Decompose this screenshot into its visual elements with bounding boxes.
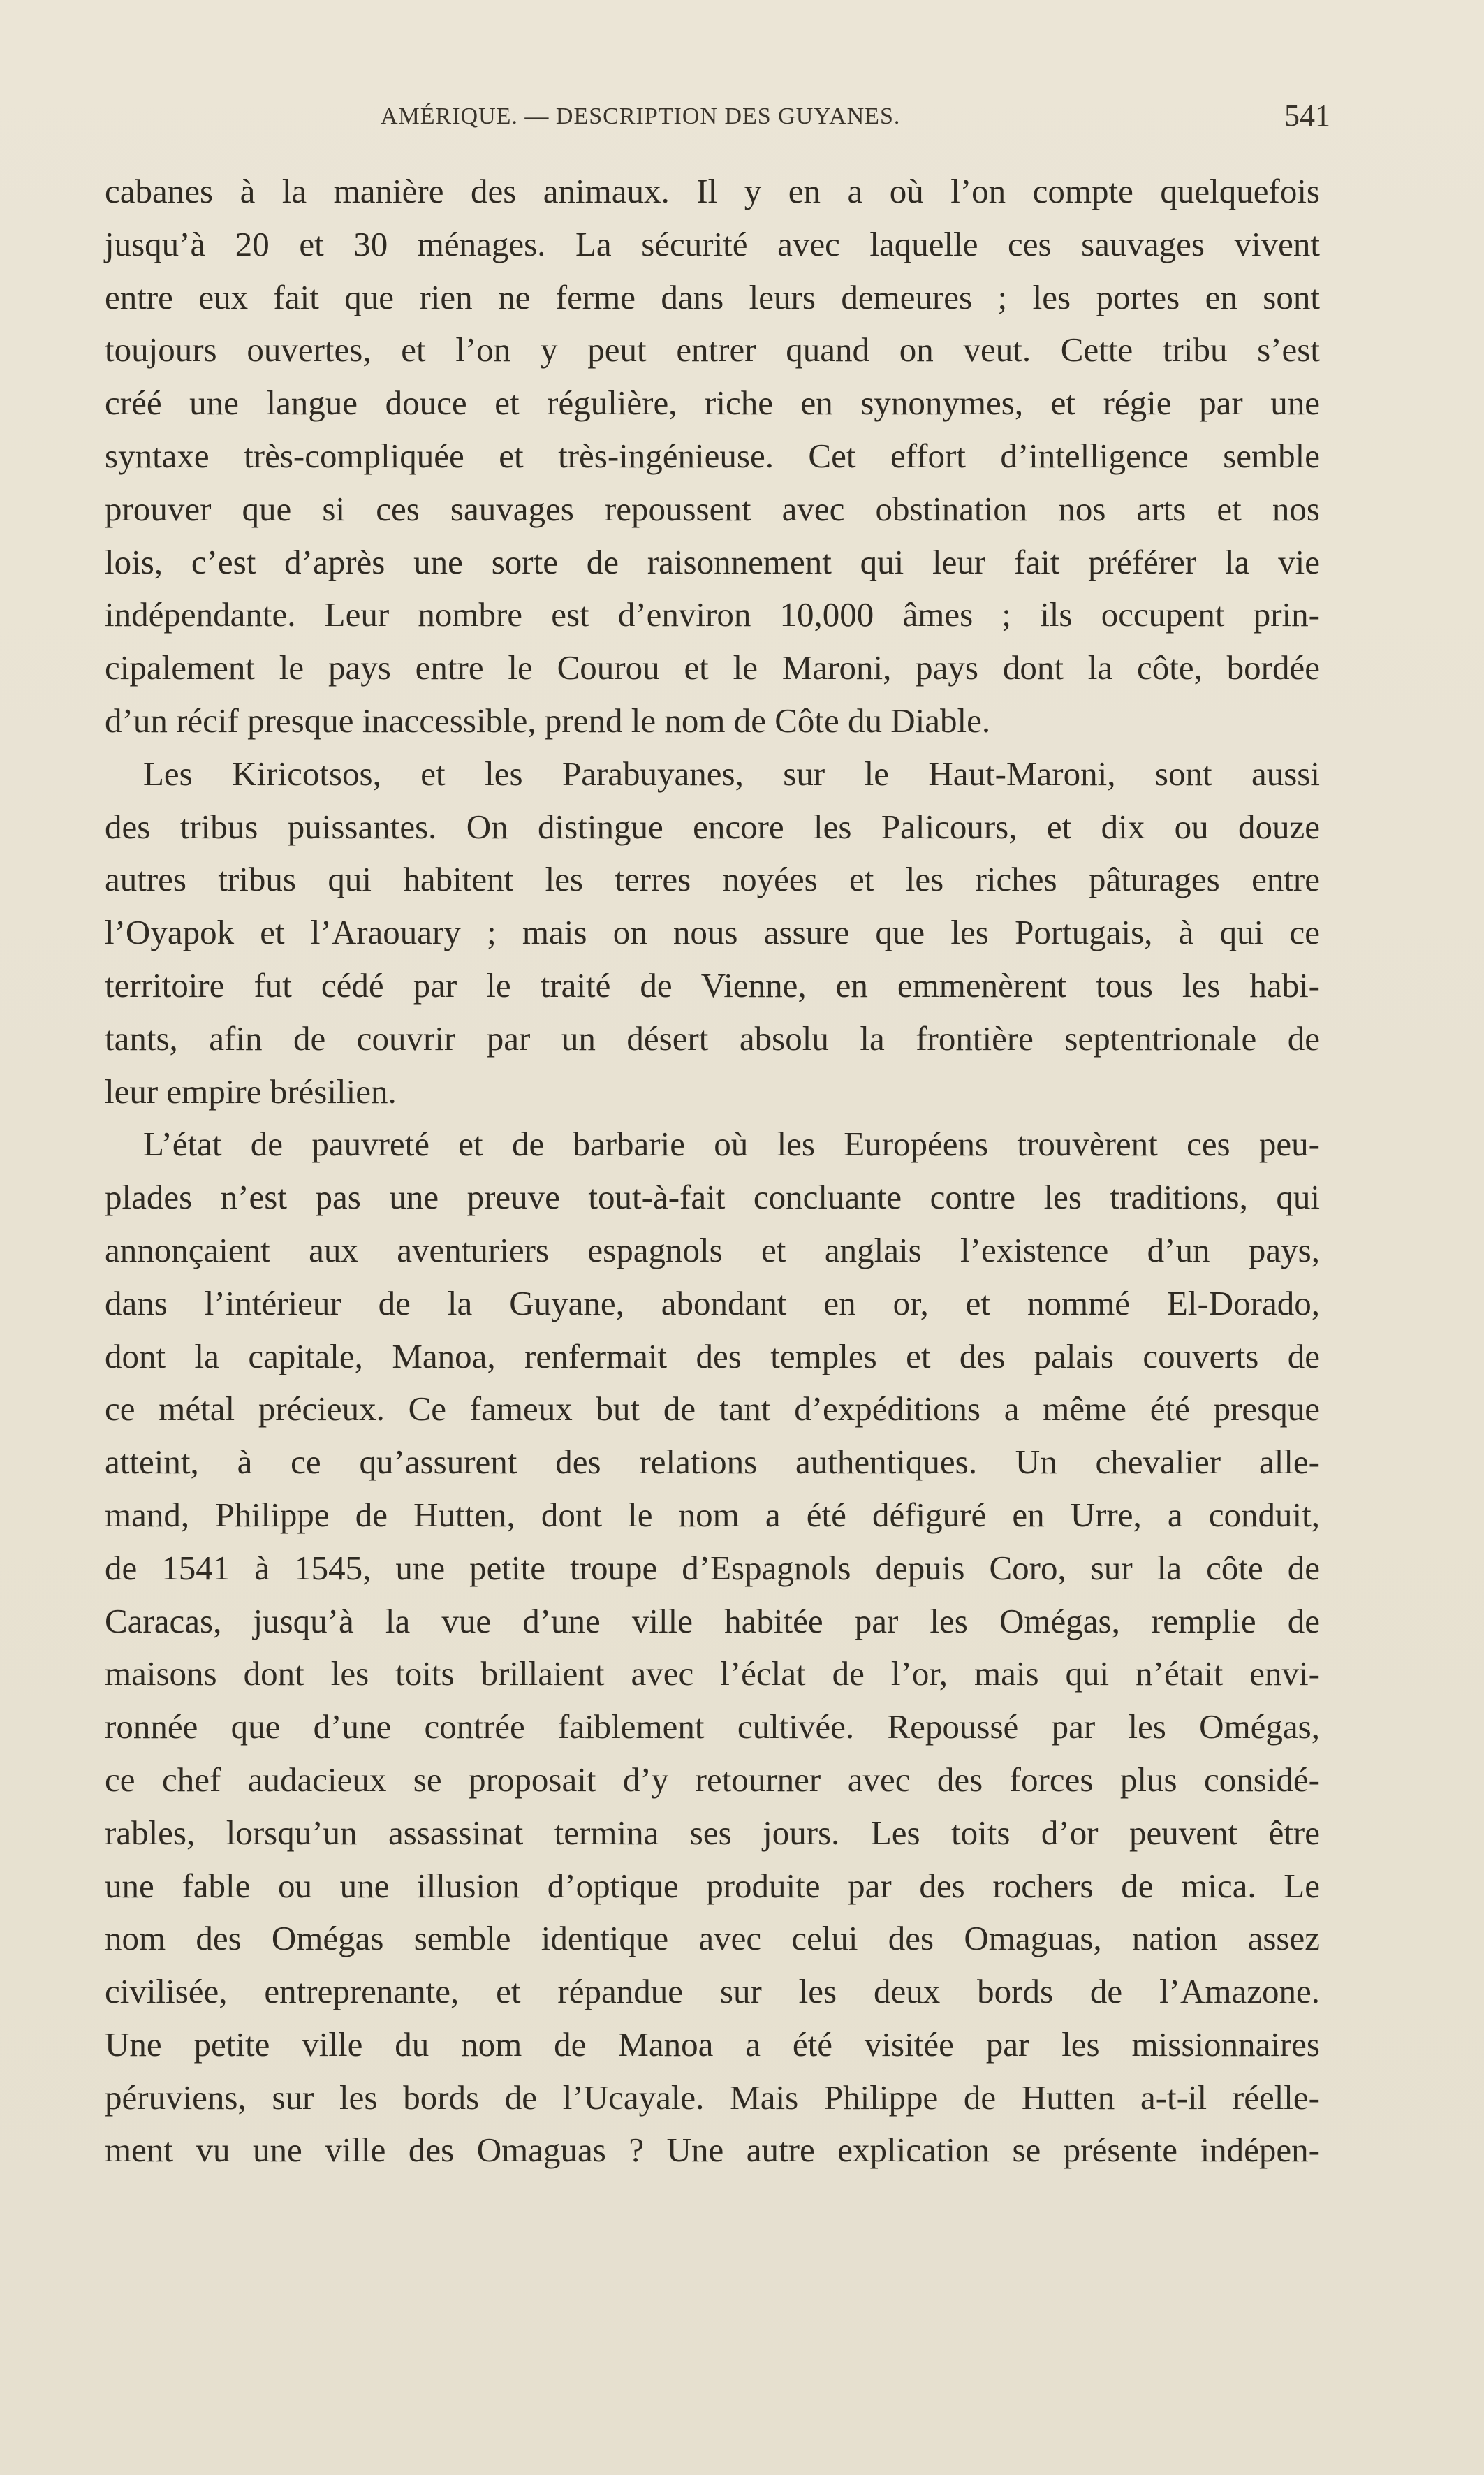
text-line: l’Oyapok et l’Araouary ; mais on nous assure que les Portugais, à qui ce [105, 913, 1320, 952]
text-line: mand, Philippe de Hutten, dont le nom a été défiguré en Urre, a conduit, [105, 1495, 1320, 1534]
paragraph-1 [105, 165, 1320, 747]
text-line: toujours ouvertes, et l’on y peut entrer quand on veut. Cette tribu s’est [105, 330, 1320, 370]
text-line: rables, lorsqu’un assassinat termina ses jours. Les toits d’or peuvent être [105, 1813, 1320, 1852]
text-line: civilisée, entreprenante, et répandue sur les deux bords de l’Amazone. [105, 1972, 1320, 2011]
text-line: annonçaient aux aventuriers espagnols et anglais l’existence d’un pays, [105, 1230, 1320, 1269]
text-line: ronnée que d’une contrée faiblement cultivée. Repoussé par les Omégas, [105, 1707, 1320, 1746]
text-line: ce métal précieux. Ce fameux but de tant d’expéditions a même été presque [105, 1389, 1320, 1429]
paragraph-2 [105, 747, 1320, 1118]
paragraph-3 [105, 1118, 1320, 2177]
text-line: indépendante. Leur nombre est d’environ 10,000 âmes ; ils occupent prin- [105, 595, 1320, 634]
text-line: L’état de pauvreté et de barbarie où les Européens trouvèrent ces peu- [143, 1125, 1320, 1164]
text-line: dont la capitale, Manoa, renfermait des temples et des palais couverts de [105, 1336, 1320, 1375]
text-line: de 1541 à 1545, une petite troupe d’Espagnols depuis Coro, sur la côte de [105, 1548, 1320, 1587]
text-line: plades n’est pas une preuve tout-à-fait concluante contre les traditions, qui [105, 1178, 1320, 1217]
text-line: prouver que si ces sauvages repoussent avec obstination nos arts et nos [105, 489, 1320, 528]
text-line: maisons dont les toits brillaient avec l’éclat de l’or, mais qui n’était envi- [105, 1654, 1320, 1693]
page-number: 541 [1284, 98, 1330, 133]
text-line: territoire fut cédé par le traité de Vienne, en emmenèrent tous les habi- [105, 965, 1320, 1005]
text-line: cabanes à la manière des animaux. Il y en a où l’on compte quelquefois [105, 172, 1320, 210]
page-body [105, 165, 1320, 2177]
text-line: jusqu’à 20 et 30 ménages. La sécurité avec laquelle ces sauvages vivent [105, 224, 1320, 263]
text-line: Les Kiricotsos, et les Parabuyanes, sur le Haut-Maroni, sont aussi [143, 754, 1320, 793]
text-line: d’un récif presque inaccessible, prend le nom de Côte du Diable. [105, 701, 991, 740]
text-line: cipalement le pays entre le Courou et le Maroni, pays dont la côte, bordée [105, 648, 1320, 687]
text-line: dans l’intérieur de la Guyane, abondant en or, et nommé El-Dorado, [105, 1283, 1320, 1322]
text-line: tants, afin de couvrir par un désert absolu la frontière septentrionale de [105, 1019, 1320, 1058]
text-line: leur empire brésilien. [105, 1072, 397, 1111]
text-line: des tribus puissantes. On distingue encore les Palicours, et dix ou douze [105, 807, 1320, 846]
running-title: AMÉRIQUE. — DESCRIPTION DES GUYANES. [381, 103, 901, 129]
text-line: créé une langue douce et régulière, riche en synonymes, et régie par une [105, 384, 1320, 423]
text-line: syntaxe très-compliquée et très-ingénieuse. Cet effort d’intelligence semble [105, 436, 1320, 475]
text-line: lois, c’est d’après une sorte de raisonnement qui leur fait préférer la vie [105, 542, 1320, 581]
text-line: ce chef audacieux se proposait d’y retourner avec des forces plus considé- [105, 1760, 1320, 1799]
text-line: péruviens, sur les bords de l’Ucayale. Mais Philippe de Hutten a-t-il réelle- [105, 2078, 1320, 2117]
text-line: entre eux fait que rien ne ferme dans leurs demeures ; les portes en sont [105, 277, 1320, 316]
text-line: atteint, à ce qu’assurent des relations authentiques. Un chevalier alle- [105, 1443, 1320, 1482]
text-line: nom des Omégas semble identique avec celui des Omaguas, nation assez [105, 1919, 1320, 1958]
text-line: Caracas, jusqu’à la vue d’une ville habitée par les Omégas, remplie de [105, 1601, 1320, 1640]
text-line: Une petite ville du nom de Manoa a été visitée par les missionnaires [105, 2024, 1320, 2064]
text-line: ment vu une ville des Omaguas ? Une autre explication se présente indépen- [105, 2131, 1320, 2170]
text-line: une fable ou une illusion d’optique produite par des rochers de mica. Le [105, 1866, 1320, 1905]
running-header [105, 98, 1330, 140]
text-line: autres tribus qui habitent les terres noyées et les riches pâturages entre [105, 860, 1320, 899]
